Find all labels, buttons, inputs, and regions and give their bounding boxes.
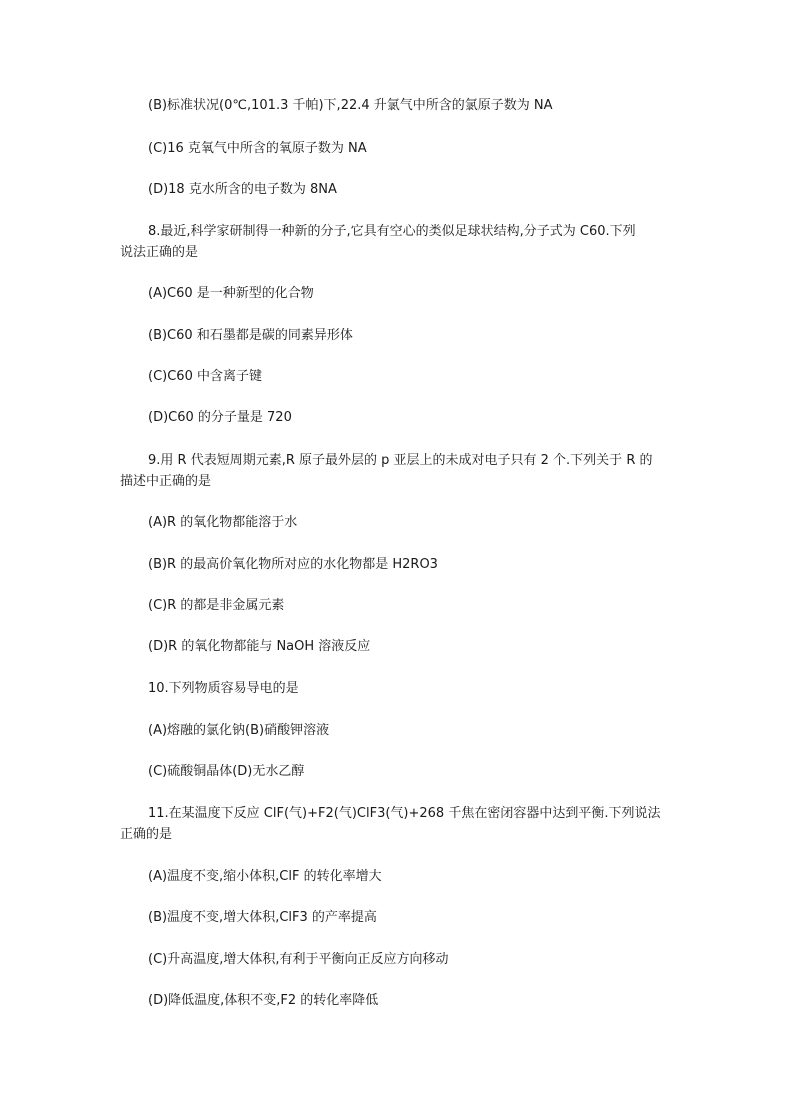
q10-options-cd: (C)硫酸铜晶体(D)无水乙醇: [148, 764, 305, 779]
q8-option-a: (A)C60 是一种新型的化合物: [148, 286, 314, 301]
q7-option-b: (B)标准状况(0℃,101.3 千帕)下,22.4 升氯气中所含的氯原子数为 NA: [148, 98, 553, 113]
q11-option-d: (D)降低温度,体积不变,F2 的转化率降低: [148, 993, 379, 1008]
q9-stem-line-1: 9.用 R 代表短周期元素,R 原子最外层的 p 亚层上的未成对电子只有 2 个.下列关于 R 的: [148, 453, 653, 468]
q9-option-b: (B)R 的最高价氧化物所对应的水化物都是 H2RO3: [148, 557, 438, 572]
q11-option-b: (B)温度不变,增大体积,ClF3 的产率提高: [148, 910, 377, 925]
q9-option-c: (C)R 的都是非金属元素: [148, 598, 285, 613]
q8-stem-line-1: 8.最近,科学家研制得一种新的分子,它具有空心的类似足球状结构,分子式为 C60.下列: [148, 224, 636, 239]
q8-option-b: (B)C60 和石墨都是碳的同素异形体: [148, 328, 353, 343]
q10-stem: 10.下列物质容易导电的是: [148, 681, 299, 696]
q9-option-a: (A)R 的氧化物都能溶于水: [148, 515, 298, 530]
q8-option-c: (C)C60 中含离子键: [148, 369, 262, 384]
q10-options-ab: (A)熔融的氯化钠(B)硝酸钾溶液: [148, 723, 330, 738]
q9-option-d: (D)R 的氧化物都能与 NaOH 溶液反应: [148, 639, 371, 654]
q11-stem-line-1: 11.在某温度下反应 ClF(气)+F2(气)ClF3(气)+268 千焦在密闭容器中达到平衡.下列说法: [148, 806, 661, 821]
q9-stem-line-2: 描述中正确的是: [120, 474, 212, 489]
q11-option-a: (A)温度不变,缩小体积,ClF 的转化率增大: [148, 869, 382, 884]
q11-stem-line-2: 正确的是: [120, 827, 173, 842]
q11-option-c: (C)升高温度,增大体积,有利于平衡向正反应方向移动: [148, 952, 449, 967]
q8-stem-line-2: 说法正确的是: [120, 245, 199, 260]
q7-option-c: (C)16 克氧气中所含的氧原子数为 NA: [148, 141, 367, 156]
q7-option-d: (D)18 克水所含的电子数为 8NA: [148, 182, 337, 197]
q8-option-d: (D)C60 的分子量是 720: [148, 410, 292, 425]
